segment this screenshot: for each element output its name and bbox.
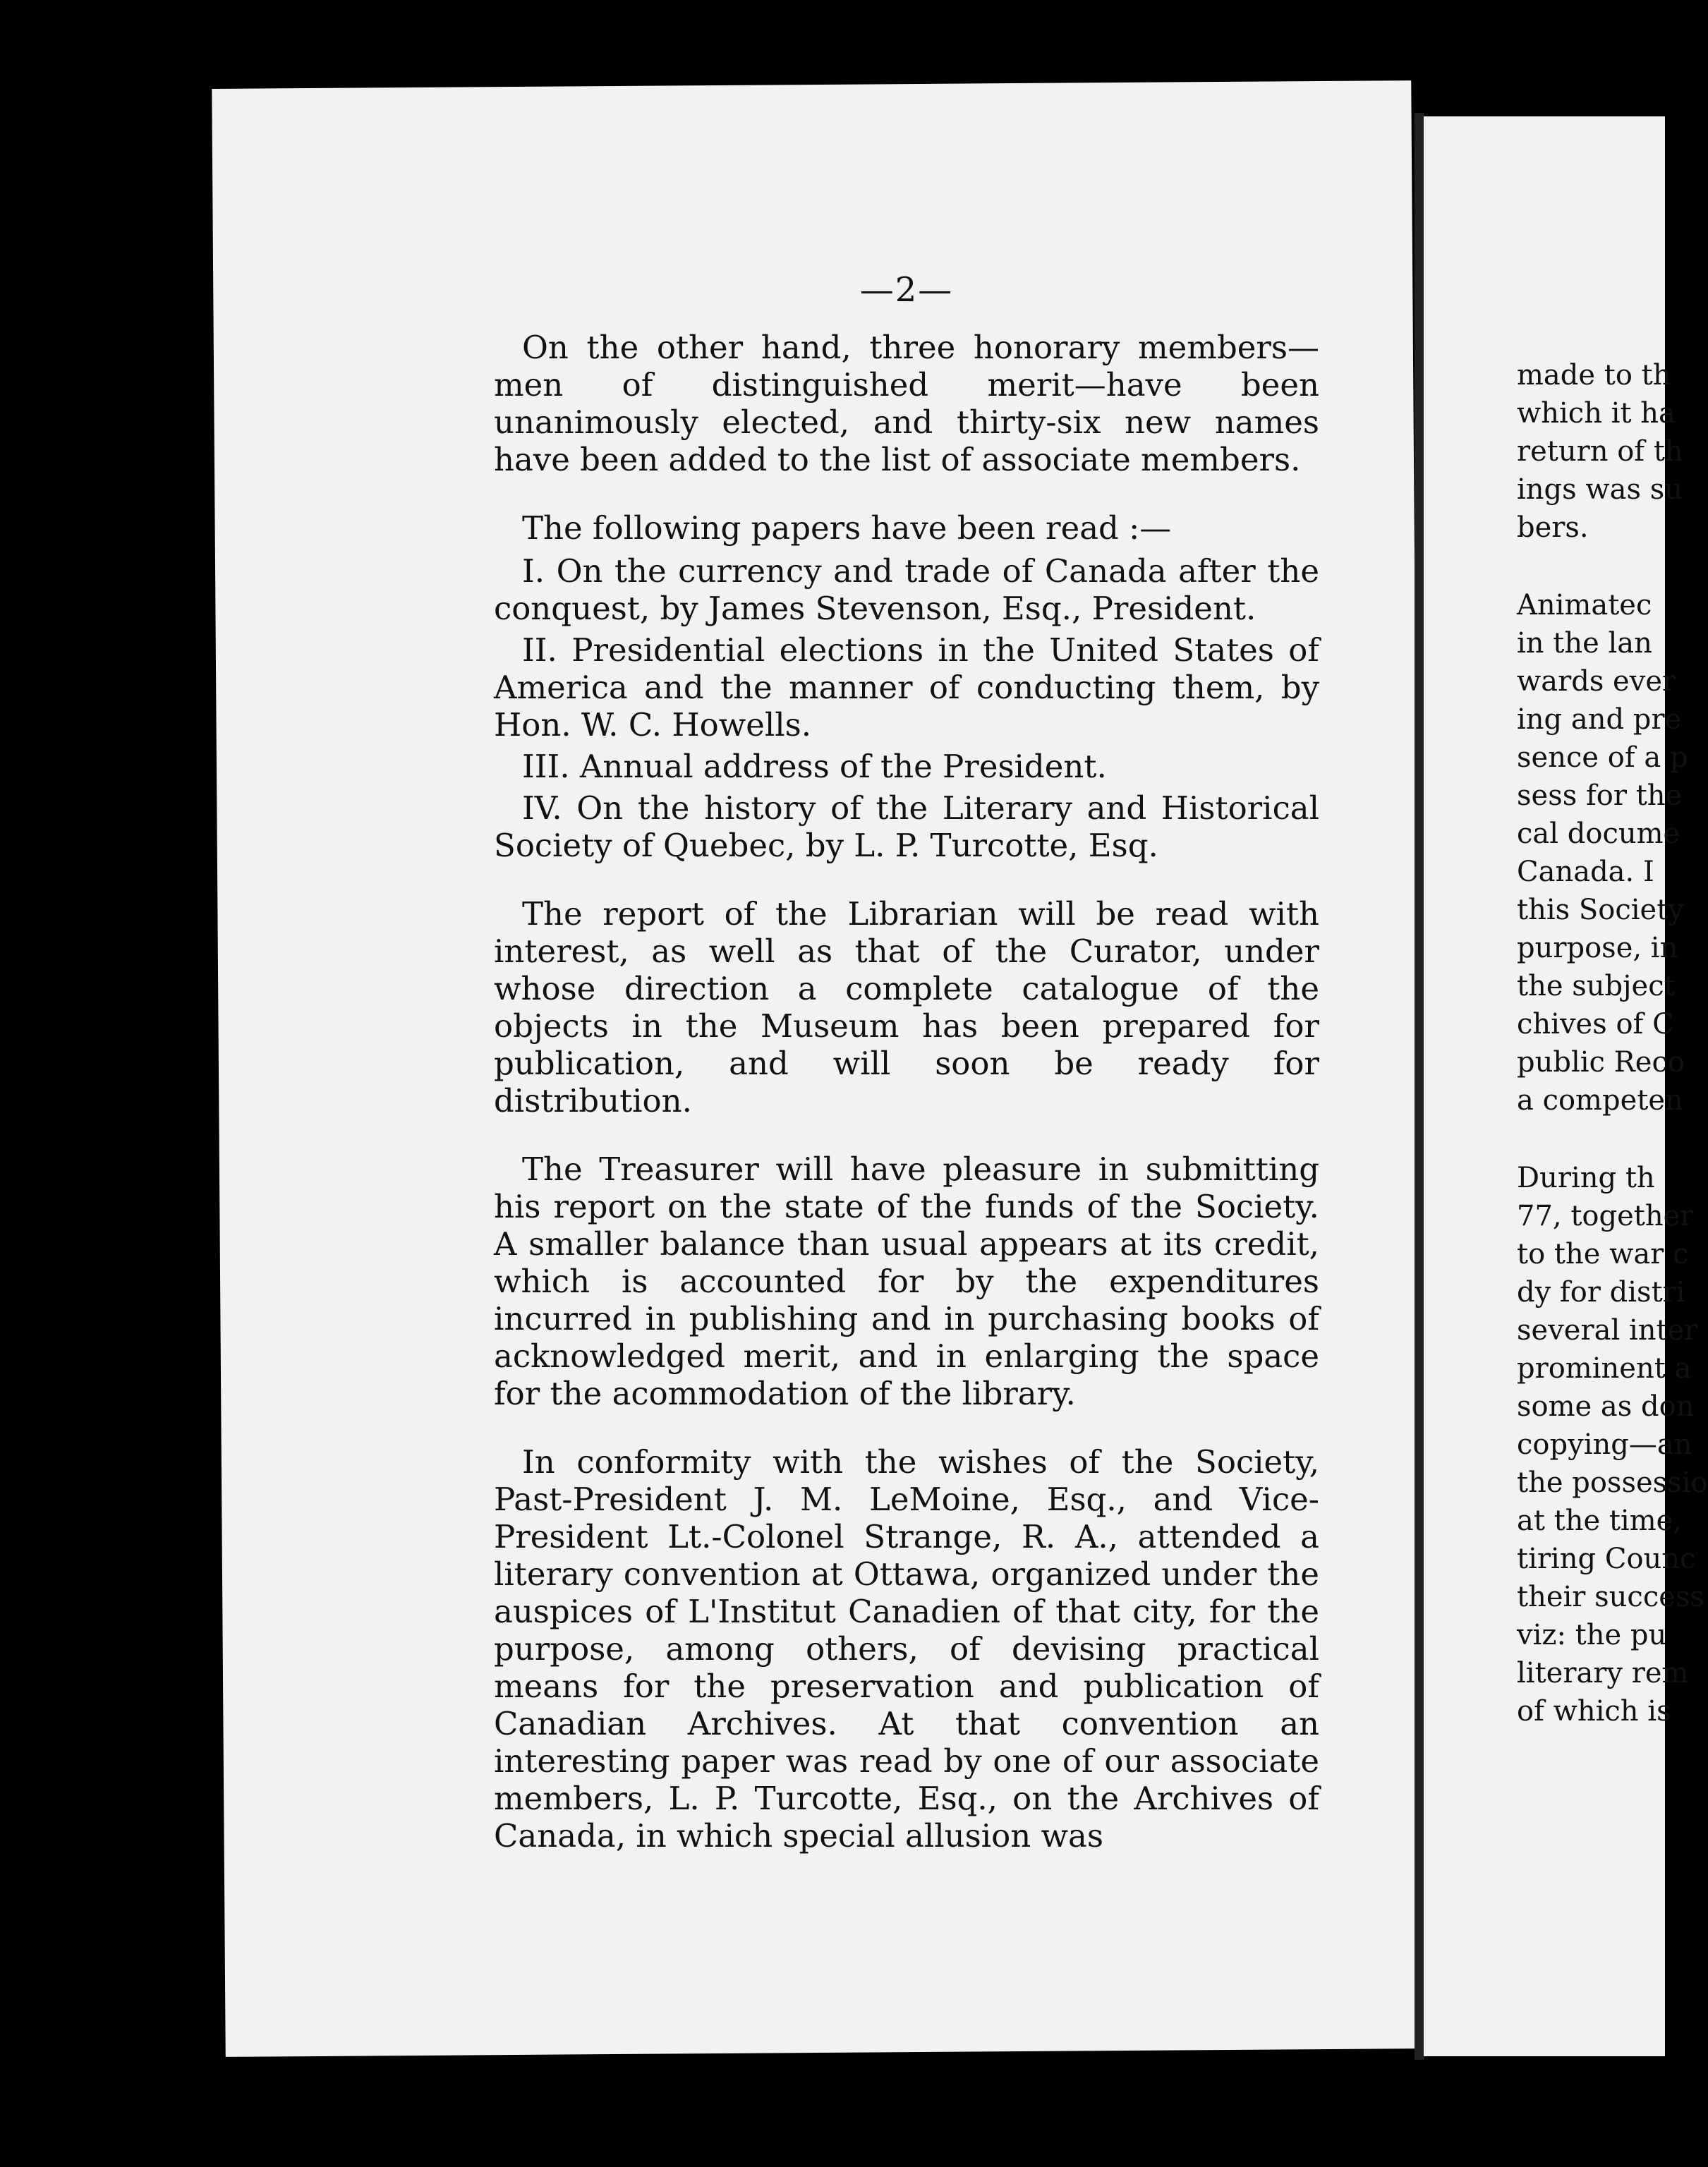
right-line: the subject [1517,970,1676,1002]
paragraph-librarian: The report of the Librarian will be read with interest, as well as that of the Curator, under whose direction a complete catalogue of the objects in the Museum has been prepared for publication, and will soon be ready for distribution. [494,895,1319,1119]
right-line: public Reco [1517,1046,1685,1079]
right-line: ings was su [1517,473,1683,506]
right-line: of which is [1517,1695,1671,1728]
paper-item-2: II. Presidential elections in the United States of America and the manner of conducting them, by Hon. W. C. Howells. [494,631,1319,743]
right-line: this Society [1517,894,1684,926]
right-line: Animatec [1517,589,1652,621]
right-line: Canada. I [1517,856,1654,888]
right-line: return of th [1517,435,1683,468]
paper-item-1: I. On the currency and trade of Canada after the conquest, by James Stevenson, Esq., President. [494,552,1319,627]
right-line: several inter [1517,1314,1698,1347]
right-line: in the lan [1517,627,1652,660]
right-line: 77, together [1517,1200,1694,1232]
right-line: copying—an [1517,1428,1692,1461]
right-line: tiring Counc [1517,1543,1696,1575]
right-line: sess for the [1517,779,1683,812]
right-line: some as don [1517,1390,1695,1423]
papers-intro: The following papers have been read :— [522,509,1172,547]
right-line: made to th [1517,359,1671,391]
right-line: which it ha [1517,397,1676,430]
right-line: a competen [1517,1084,1683,1117]
right-line: bers. [1517,511,1589,544]
right-line: purpose, in [1517,932,1678,964]
left-page-text [494,272,1319,1855]
right-page-text [1517,356,1708,1730]
page-number: —2— [859,270,954,310]
right-line: ing and pre [1517,703,1682,736]
paper-item-4: IV. On the history of the Literary and Historical Society of Quebec, by L. P. Turcotte, Esq. [494,789,1319,864]
right-line: their success [1517,1581,1704,1613]
right-line: viz: the pu [1517,1619,1667,1651]
right-line: cal docume [1517,818,1680,850]
right-line: the possessio [1517,1467,1708,1499]
right-line: at the time, [1517,1505,1683,1537]
paragraph-gap [1517,547,1700,586]
right-line: to the war c [1517,1238,1689,1270]
paragraph-gap [1517,1119,1700,1159]
paragraph-treasurer: The Treasurer will have pleasure in submitting his report on the state of the funds of the Society. A smaller balance than usual appears at its credit, which is accounted for by the expenditures incurred in publishing and in purchasing books of acknowledged merit, and in enlarging the space for the acommodation of the library. [494,1151,1319,1412]
paragraph-conformity: In conformity with the wishes of the Society, Past-President J. M. LeMoine, Esq., and Vice-President Lt.-Colonel Strange, R. A., attended a literary convention at Ottawa, organized under the auspices of L'Institut Canadien of that city, for the purpose, among others, of devising practical means for the preservation and publication of Canadian Archives. At that convention an interesting paper was read by one of our associate members, L. P. Turcotte, Esq., on the Archives of Canada, in which special allusion was [494,1443,1319,1855]
right-line: prominent a [1517,1352,1692,1385]
page-gutter [1415,113,1424,2060]
right-line: wards ever [1517,665,1676,698]
right-line: literary rem [1517,1657,1689,1689]
right-line: dy for distri [1517,1276,1685,1309]
right-line: sence of a p [1517,741,1688,774]
paper-item-3: III. Annual address of the President. [522,748,1107,785]
paragraph-honorary-members: On the other hand, three honorary members—men of distinguished merit—have been unanimously elected, and thirty-six new names have been added to the list of associate members. [494,329,1319,478]
right-line: chives of C [1517,1008,1674,1040]
right-line: During th [1517,1162,1655,1194]
